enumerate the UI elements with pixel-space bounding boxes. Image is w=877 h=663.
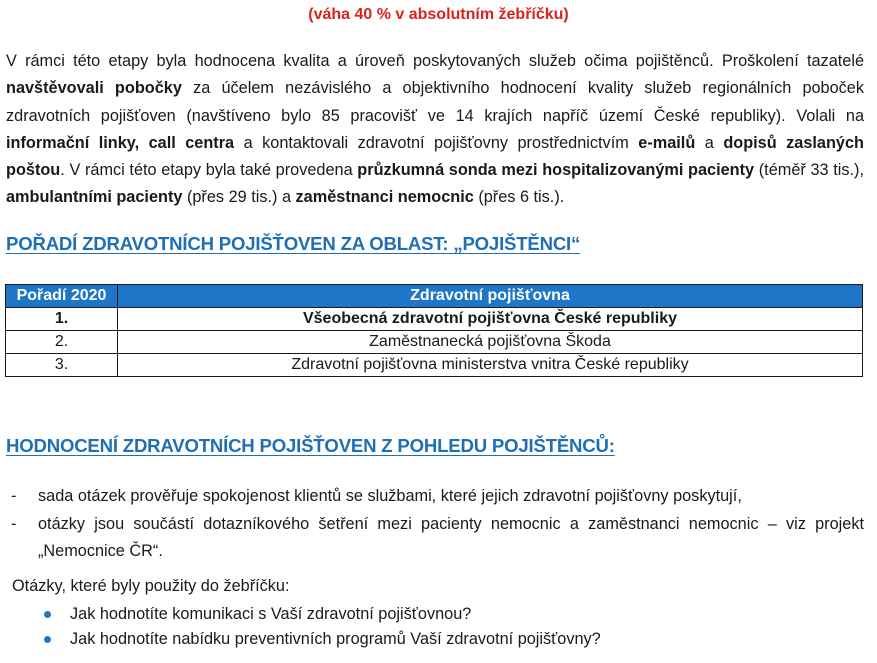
evaluation-heading: HODNOCENÍ ZDRAVOTNÍCH POJIŠŤOVEN Z POHLEDU POJIŠTĚNCŮ:	[6, 435, 615, 456]
bullet-icon	[44, 611, 51, 618]
insurer-cell: Zdravotní pojišťovna ministerstva vnitra České republiky	[118, 354, 863, 377]
ranking-table	[5, 284, 863, 377]
bullet-icon	[44, 636, 51, 643]
list-item: - otázky jsou součástí dotazníkového šetření mezi pacienty nemocnic a zaměstnanci nemocnic – viz projekt „Nemocnice ČR“.	[6, 511, 864, 566]
table-row	[6, 354, 863, 377]
rank-cell: 1.	[6, 308, 118, 331]
intro-paragraph: V rámci této etapy byla hodnocena kvalita a úroveň poskytovaných služeb očima pojištěnců. Proškolení tazatelé navštěvovali pobočky za účelem nezávislého a objektivního hodnocení kvality služeb regionálních poboček zdravotních pojišťoven (navštíveno bylo 85 pracovišť ve 14 krajích napříč území České republiky). Volali na informační linky, call centra a kontaktovali zdravotní pojišťovny prostřednictvím e-mailů a dopisů zaslaných poštou. V rámci této etapy byla také provedena průzkumná sonda mezi hospitalizovanými pacienty (téměř 33 tis.), ambulantními pacienty (přes 29 tis.) a zaměstnanci nemocnic (přes 6 tis.).	[6, 52, 865, 207]
dash-marker: -	[11, 514, 17, 533]
list-item: Jak hodnotíte komunikaci s Vaší zdravotní pojišťovnou?	[40, 602, 601, 627]
questions-list	[40, 602, 601, 652]
table-row	[6, 308, 863, 331]
dash-list	[6, 483, 864, 566]
weight-note: (váha 40 % v absolutním žebříčku)	[308, 6, 569, 23]
column-header-rank: Pořadí 2020	[6, 285, 118, 308]
list-item: - sada otázek prověřuje spokojenost klientů se službami, které jejich zdravotní pojišťovny poskytují,	[6, 483, 864, 511]
table-header-row	[6, 285, 863, 308]
rank-cell: 2.	[6, 331, 118, 354]
questions-intro: Otázky, které byly použity do žebříčku:	[12, 577, 290, 595]
column-header-insurer: Zdravotní pojišťovna	[118, 285, 863, 308]
table-row	[6, 331, 863, 354]
ranking-heading: POŘADÍ ZDRAVOTNÍCH POJIŠŤOVEN ZA OBLAST: „POJIŠTĚNCI“	[6, 233, 581, 254]
dash-marker: -	[11, 487, 17, 505]
list-item: Jak hodnotíte nabídku preventivních programů Vaší zdravotní pojišťovny?	[40, 627, 601, 652]
rank-cell: 3.	[6, 354, 118, 377]
insurer-cell: Všeobecná zdravotní pojišťovna České republiky	[118, 308, 863, 331]
insurer-cell: Zaměstnanecká pojišťovna Škoda	[118, 331, 863, 354]
